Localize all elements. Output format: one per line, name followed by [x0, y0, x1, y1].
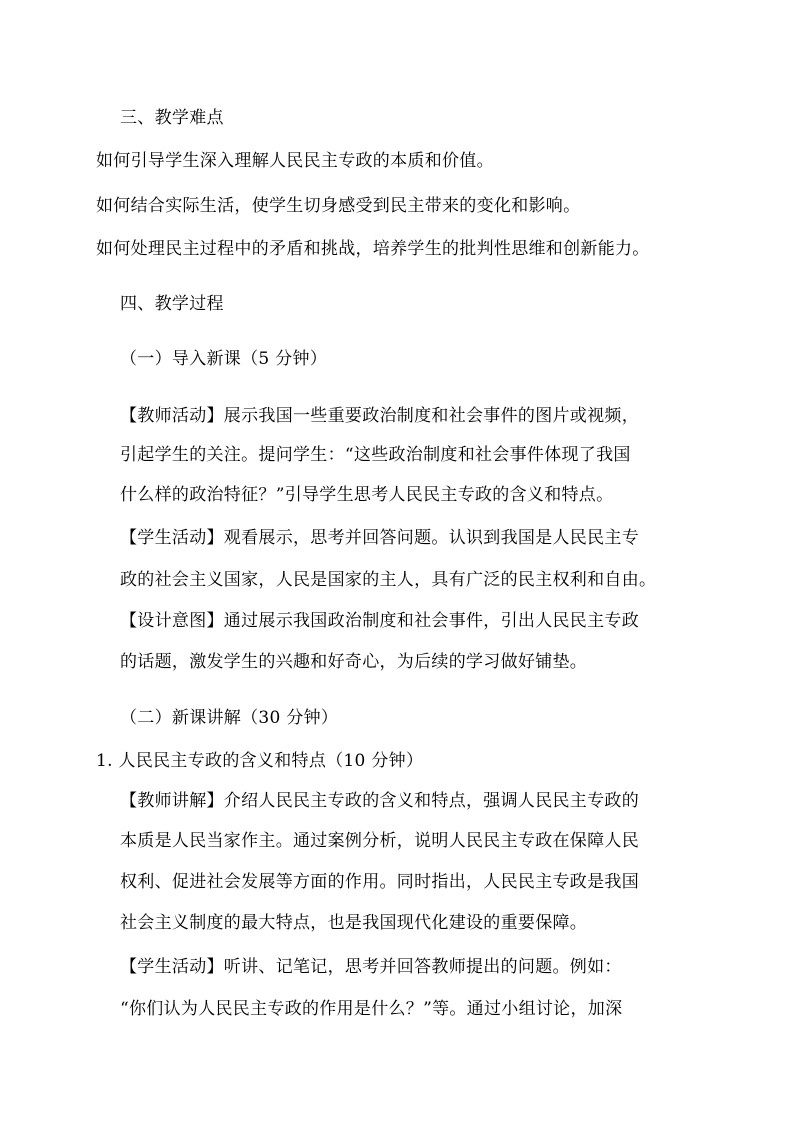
student-activity-line-1: 【学生活动】观看展示，思考并回答问题。认识到我国是人民民主专 — [120, 528, 639, 548]
subsection-heading-intro: （一）导入新课（5 分钟） — [120, 349, 328, 369]
teacher-activity-line-3: 什么样的政治特征？”引导学生思考人民民主专政的含义和特点。 — [120, 485, 614, 505]
teacher-activity-line-2: 引起学生的关注。提问学生：“这些政治制度和社会事件体现了我国 — [120, 445, 631, 465]
teacher-lecture-line-3: 权利、促进社会发展等方面的作用。同时指出，人民民主专政是我国 — [120, 872, 639, 892]
section-heading-difficulties: 三、教学难点 — [120, 108, 224, 128]
design-intent-line-1: 【设计意图】通过展示我国政治制度和社会事件，引出人民民主专政 — [120, 611, 639, 631]
teacher-lecture-line-4: 社会主义制度的最大特点，也是我国现代化建设的重要保障。 — [120, 913, 588, 933]
teacher-activity-line-1: 【教师活动】展示我国一些重要政治制度和社会事件的图片或视频， — [120, 406, 639, 426]
subsection-heading-lecture: （二）新课讲解（30 分钟） — [120, 708, 339, 728]
student-activity-line-2: 政的社会主义国家，人民是国家的主人，具有广泛的民主权利和自由。 — [120, 570, 657, 590]
student-lecture-line-1: 【学生活动】听讲、记笔记，思考并回答教师提出的问题。例如： — [120, 957, 622, 977]
topic-heading-meaning: 1. 人民民主专政的含义和特点（10 分钟） — [96, 751, 424, 771]
difficulty-item-2: 如何结合实际生活，使学生切身感受到民主带来的变化和影响。 — [96, 196, 581, 216]
student-lecture-line-2: “你们认为人民民主专政的作用是什么？”等。通过小组讨论，加深 — [120, 999, 623, 1019]
design-intent-line-2: 的话题，激发学生的兴趣和好奇心，为后续的学习做好铺垫。 — [120, 652, 588, 672]
teacher-lecture-line-1: 【教师讲解】介绍人民民主专政的含义和特点，强调人民民主专政的 — [120, 791, 639, 811]
teacher-lecture-line-2: 本质是人民当家作主。通过案例分析，说明人民民主专政在保障人民 — [120, 831, 639, 851]
section-heading-process: 四、教学过程 — [120, 294, 224, 314]
difficulty-item-1: 如何引导学生深入理解人民民主专政的本质和价值。 — [96, 151, 494, 171]
difficulty-item-3: 如何处理民主过程中的矛盾和挑战，培养学生的批判性思维和创新能力。 — [96, 239, 650, 259]
